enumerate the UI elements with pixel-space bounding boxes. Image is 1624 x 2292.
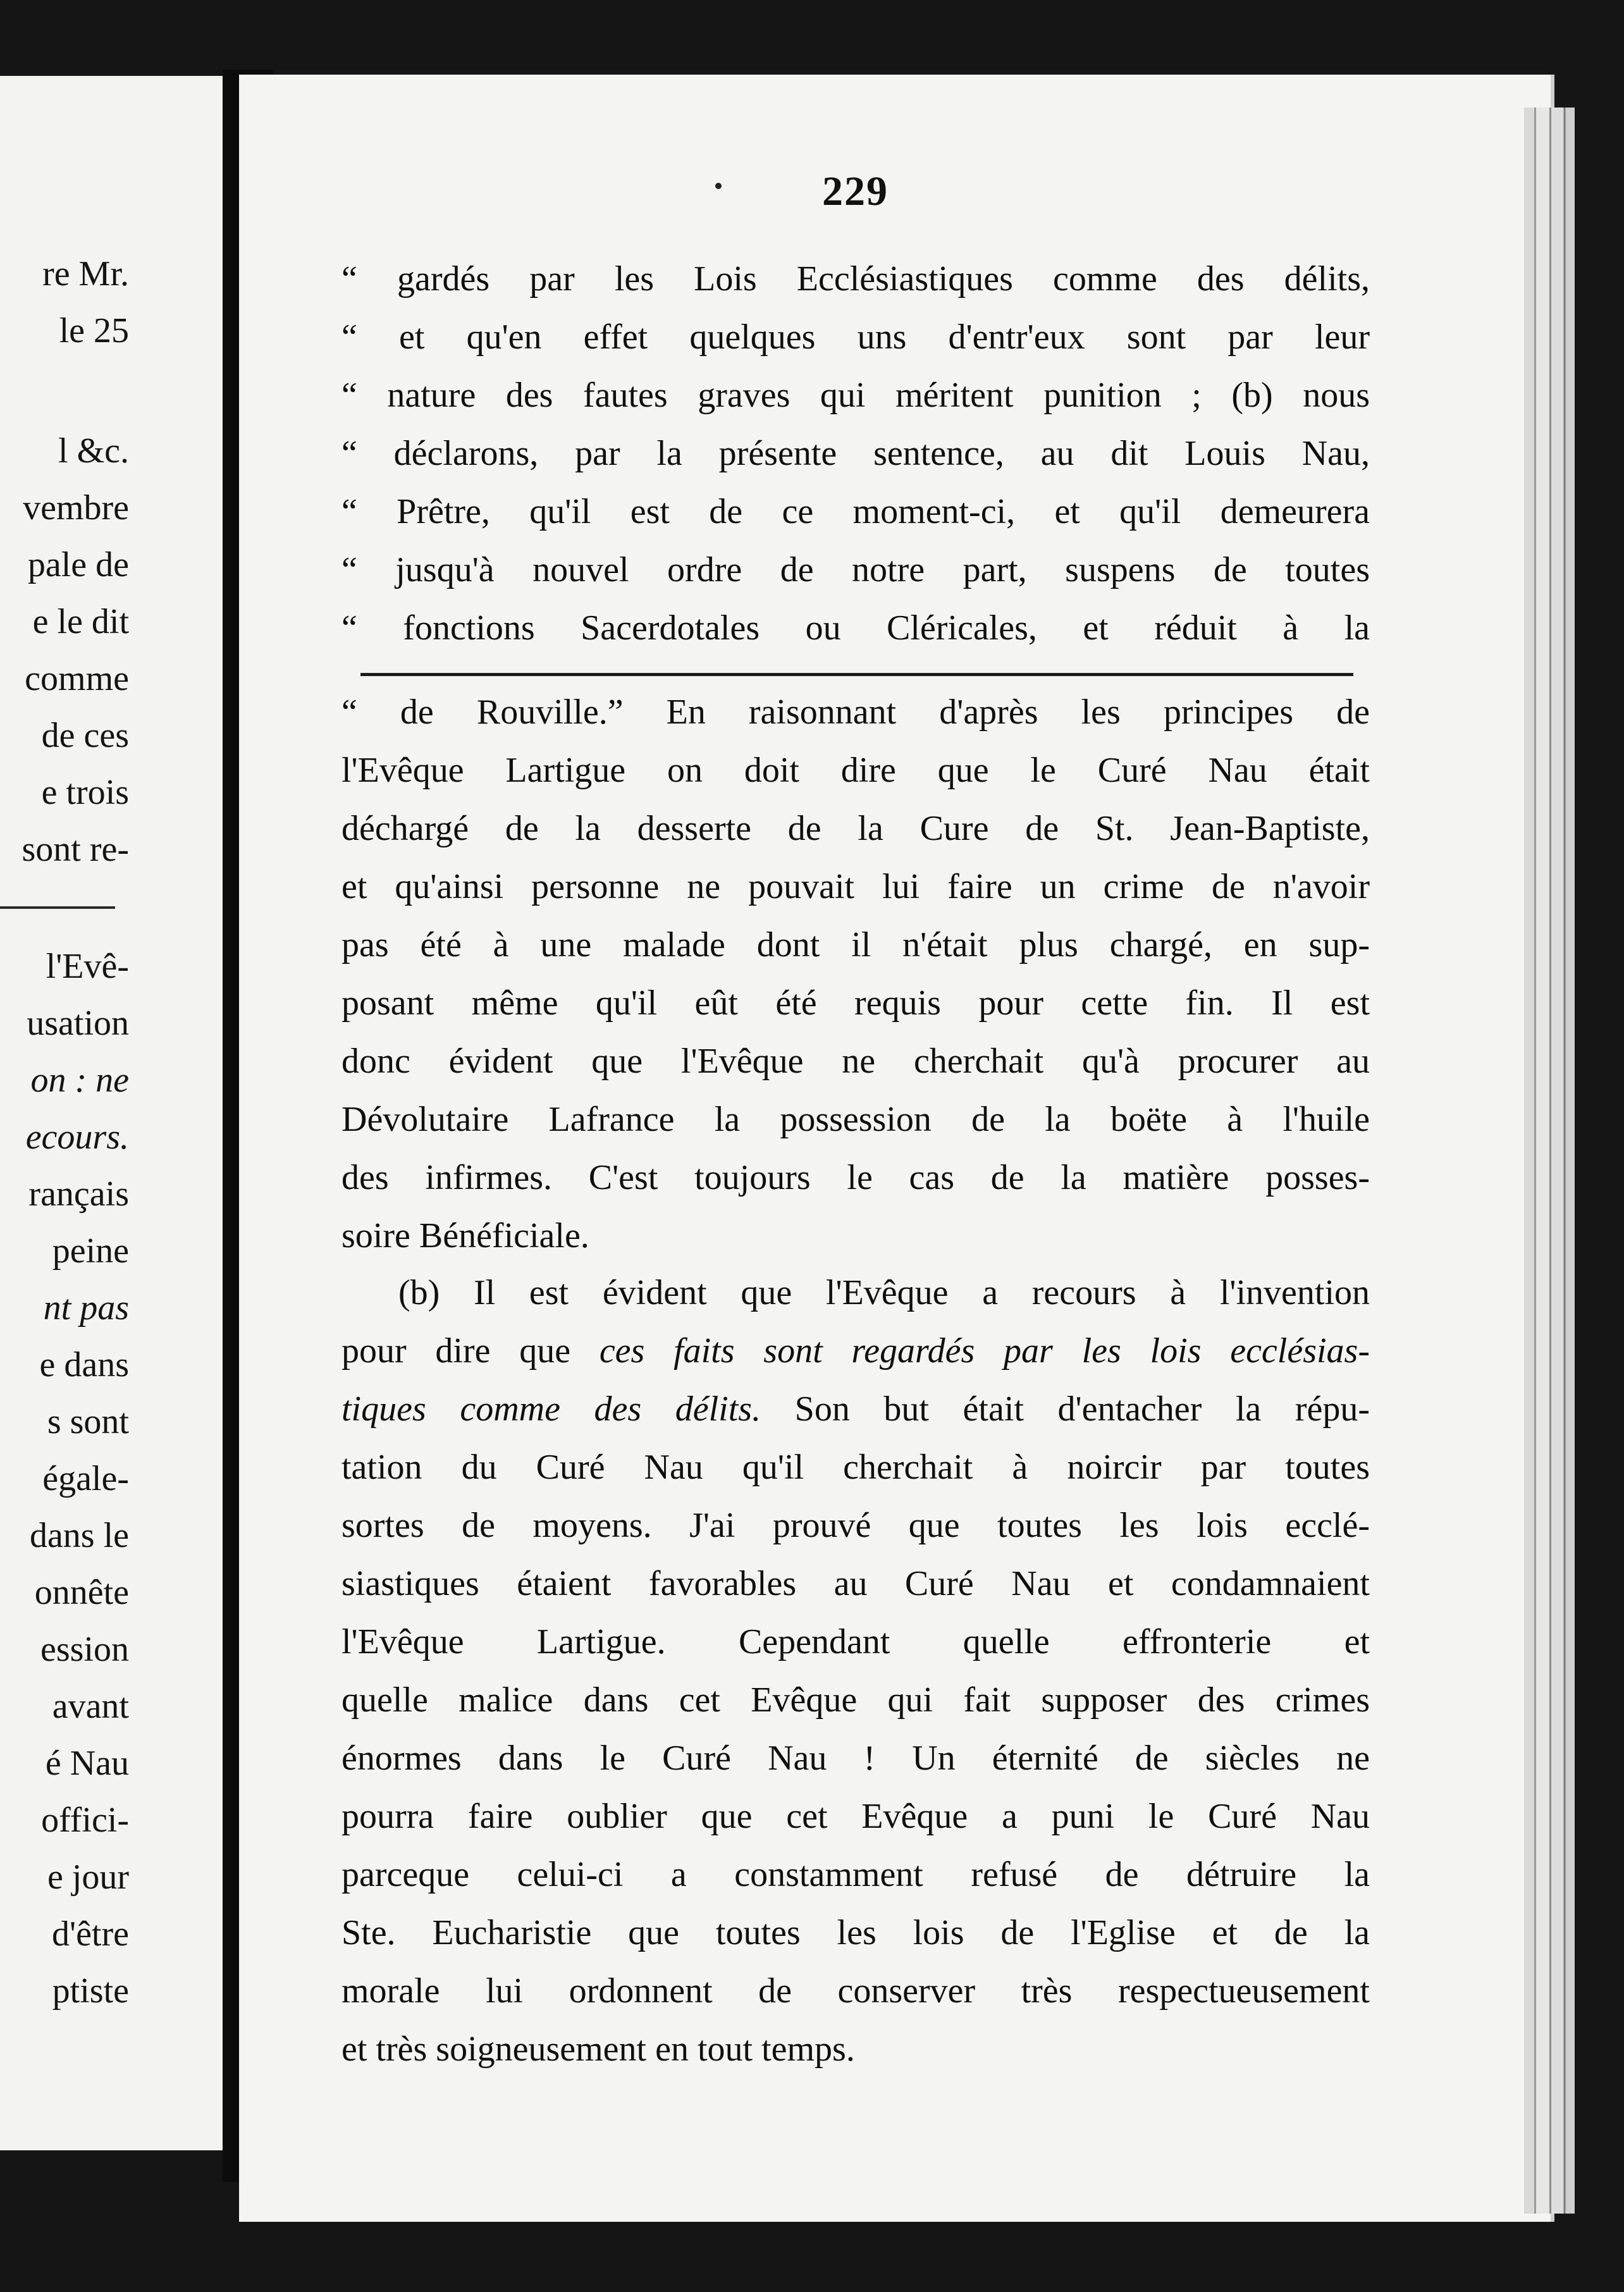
footnote-italic-quote: ces faits sont regardés par les lois ecclésias- <box>599 1331 1370 1371</box>
paragraph-line: et qu'ainsi personne ne pouvait lui faire un crime de n'avoir <box>341 867 1370 906</box>
footnote-line: quelle malice dans cet Evêque qui fait supposer des crimes <box>341 1680 1370 1720</box>
quote-line: “ déclarons, par la présente sentence, au dit Louis Nau, <box>341 434 1370 473</box>
left-page-line: e jour <box>47 1858 129 1897</box>
left-page-line: ptiste <box>52 1971 129 2011</box>
footnote-line: morale lui ordonnent de conserver très respectueusement <box>341 1971 1370 2011</box>
paragraph-line: donc évident que l'Evêque ne cherchait qu'à procurer au <box>341 1042 1370 1081</box>
left-page-line: re Mr. <box>42 254 129 293</box>
footnote-line: et très soigneusement en tout temps. <box>341 2030 855 2069</box>
left-page-line: sont re- <box>22 830 129 869</box>
left-page-line: avant <box>52 1687 129 1726</box>
footnote-italic-quote: tiques comme des délits. <box>341 1389 761 1429</box>
paragraph-line: des infirmes. C'est toujours le cas de la matière posses- <box>341 1158 1370 1197</box>
left-page-line: e le dit <box>32 602 129 641</box>
section-rule <box>360 673 1353 676</box>
left-page-line: nt pas <box>43 1288 129 1328</box>
footnote-line <box>341 1380 1370 1438</box>
left-page-line: le 25 <box>59 311 129 350</box>
left-page-line: e dans <box>39 1345 129 1384</box>
left-page-line: vembre <box>23 488 129 527</box>
paragraph-line: déchargé de la desserte de la Cure de St. Jean-Baptiste, <box>341 809 1370 848</box>
paragraph-line: Dévolutaire Lafrance la possession de la boëte à l'huile <box>341 1100 1370 1139</box>
footnote-line: énormes dans le Curé Nau ! Un éternité de siècles ne <box>341 1739 1370 1778</box>
left-page-line: pale de <box>27 545 129 584</box>
page-edges <box>1524 108 1575 2214</box>
quote-line: “ jusqu'à nouvel ordre de notre part, suspens de toutes <box>341 550 1370 589</box>
left-page-line: l'Evê- <box>46 947 129 986</box>
footnote-line: (b) Il est évident que l'Evêque a recours à l'invention <box>398 1273 1370 1312</box>
quote-line: “ nature des fautes graves qui méritent punition ; (b) nous <box>341 376 1370 415</box>
page-number: 229 <box>822 168 889 214</box>
left-page-line: rançais <box>28 1174 129 1214</box>
footnote-line: sortes de moyens. J'ai prouvé que toutes les lois ecclé- <box>341 1506 1370 1545</box>
footnote-text: pour dire que <box>341 1331 600 1371</box>
quote-line: “ Prêtre, qu'il est de ce moment-ci, et qu'il demeurera <box>341 492 1370 531</box>
footnote-line: pourra faire oublier que cet Evêque a puni le Curé Nau <box>341 1797 1370 1836</box>
left-page-line: ecours. <box>25 1118 129 1157</box>
left-page-line: offici- <box>41 1801 129 1840</box>
paragraph-line: soire Bénéficiale. <box>341 1216 589 1255</box>
paragraph-line: l'Evêque Lartigue on doit dire que le Curé Nau était <box>341 751 1370 790</box>
left-page-line: on : ne <box>30 1061 129 1100</box>
paragraph-line: pas été à une malade dont il n'était plus chargé, en sup- <box>341 925 1370 964</box>
paragraph-line: posant même qu'il eût été requis pour cette fin. Il est <box>341 983 1370 1023</box>
left-page-line: d'être <box>51 1914 129 1954</box>
footnote-line: tation du Curé Nau qu'il cherchait à noircir par toutes <box>341 1448 1370 1487</box>
left-page-line: s sont <box>47 1402 129 1441</box>
previous-page-fragment <box>0 76 223 2150</box>
left-page-line: usation <box>27 1004 129 1043</box>
footnote-line: parceque celui-ci a constamment refusé de détruire la <box>341 1855 1370 1894</box>
quote-line: “ et qu'en effet quelques uns d'entr'eux sont par leur <box>341 317 1370 357</box>
footnote-line <box>341 1322 1370 1380</box>
left-page-line: égale- <box>42 1459 129 1498</box>
left-page-line: onnête <box>34 1573 129 1612</box>
left-page-line: e trois <box>41 773 129 812</box>
left-page-line: dans le <box>29 1516 129 1555</box>
left-page-line: ession <box>40 1630 129 1669</box>
header-mark <box>715 183 722 189</box>
left-page-line: peine <box>52 1231 129 1271</box>
left-page-line: é Nau <box>45 1744 129 1783</box>
paragraph-line: “ de Rouville.” En raisonnant d'après les principes de <box>341 693 1370 732</box>
left-page-line: l &c. <box>58 431 129 471</box>
footnote-text: Son but était d'entacher la répu- <box>761 1389 1370 1429</box>
footnote-line: siastiques étaient favorables au Curé Nau et condamnaient <box>341 1564 1370 1603</box>
left-page-line: de ces <box>41 716 129 755</box>
footnote-line: Ste. Eucharistie que toutes les lois de l'Eglise et de la <box>341 1913 1370 1952</box>
quote-line: “ gardés par les Lois Ecclésiastiques comme des délits, <box>341 259 1370 299</box>
left-page-line: comme <box>25 659 129 698</box>
footnote-line: l'Evêque Lartigue. Cependant quelle effronterie et <box>341 1622 1370 1661</box>
left-page-rule <box>0 906 115 909</box>
quote-line: “ fonctions Sacerdotales ou Cléricales, et réduit à la <box>341 608 1370 648</box>
